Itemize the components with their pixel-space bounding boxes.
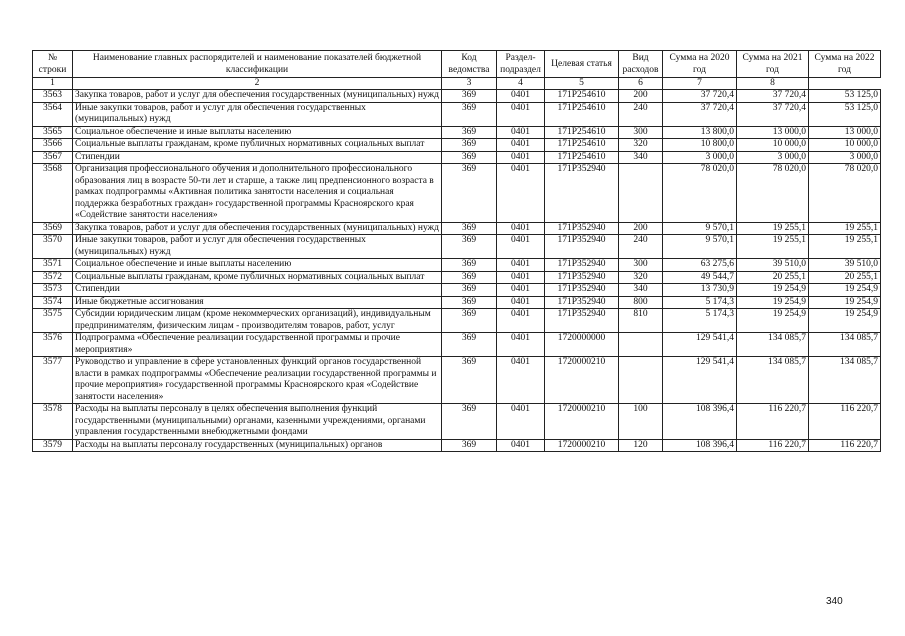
row-target-article: 171Р352940: [545, 271, 619, 284]
row-sum-2020: 5 174,3: [663, 296, 737, 309]
row-name: Закупка товаров, работ и услуг для обеспечения государственных (муниципальных) нужд: [73, 90, 442, 103]
row-sum-2022: 19 254,9: [809, 284, 881, 297]
row-target-article: 171Р254610: [545, 90, 619, 103]
column-number: 2: [73, 78, 442, 90]
row-expense-type: 100: [619, 404, 663, 440]
row-department-code: 369: [442, 357, 497, 404]
row-name: Закупка товаров, работ и услуг для обеспечения государственных (муниципальных) нужд: [73, 222, 442, 235]
row-sum-2022: 39 510,0: [809, 259, 881, 272]
row-sum-2020: 37 720,4: [663, 90, 737, 103]
row-sum-2020: 10 800,0: [663, 139, 737, 152]
row-number: 3571: [33, 259, 73, 272]
row-number: 3577: [33, 357, 73, 404]
row-department-code: 369: [442, 309, 497, 333]
row-expense-type: 320: [619, 139, 663, 152]
header-target-article: Целевая статья: [545, 51, 619, 78]
row-section: 0401: [497, 271, 545, 284]
row-section: 0401: [497, 259, 545, 272]
row-target-article: 1720000000: [545, 333, 619, 357]
row-sum-2022: 78 020,0: [809, 164, 881, 223]
row-expense-type: 240: [619, 102, 663, 126]
row-section: 0401: [497, 151, 545, 164]
table-row: [33, 102, 881, 126]
row-sum-2021: 134 085,7: [737, 357, 809, 404]
row-department-code: 369: [442, 296, 497, 309]
header-sum-2021: Сумма на 2021 год: [737, 51, 809, 78]
row-number: 3567: [33, 151, 73, 164]
row-department-code: 369: [442, 102, 497, 126]
row-sum-2020: 9 570,1: [663, 222, 737, 235]
row-sum-2022: 19 254,9: [809, 296, 881, 309]
header-sum-2020: Сумма на 2020 год: [663, 51, 737, 78]
row-sum-2021: 13 000,0: [737, 126, 809, 139]
row-sum-2020: 13 730,9: [663, 284, 737, 297]
row-section: 0401: [497, 404, 545, 440]
column-number-row: [33, 78, 881, 90]
row-target-article: 171Р352940: [545, 259, 619, 272]
row-department-code: 369: [442, 126, 497, 139]
row-target-article: 171Р352940: [545, 309, 619, 333]
row-sum-2021: 37 720,4: [737, 90, 809, 103]
row-number: 3570: [33, 235, 73, 259]
row-section: 0401: [497, 164, 545, 223]
row-name: Стипендии: [73, 151, 442, 164]
row-name: Иные закупки товаров, работ и услуг для обеспечения государственных (муниципальных) нужд: [73, 235, 442, 259]
row-sum-2021: 3 000,0: [737, 151, 809, 164]
row-expense-type: [619, 357, 663, 404]
row-sum-2020: 108 396,4: [663, 404, 737, 440]
column-number: 5: [545, 78, 619, 90]
row-section: 0401: [497, 126, 545, 139]
column-number: 1: [33, 78, 73, 90]
row-sum-2020: 5 174,3: [663, 309, 737, 333]
row-sum-2022: 19 255,1: [809, 222, 881, 235]
row-sum-2020: 108 396,4: [663, 439, 737, 452]
row-sum-2022: 53 125,0: [809, 90, 881, 103]
row-sum-2020: 129 541,4: [663, 357, 737, 404]
column-number: 3: [442, 78, 497, 90]
table-row: [33, 309, 881, 333]
row-expense-type: 340: [619, 284, 663, 297]
row-number: 3572: [33, 271, 73, 284]
row-section: 0401: [497, 333, 545, 357]
row-section: 0401: [497, 222, 545, 235]
row-name: Социальное обеспечение и иные выплаты населению: [73, 259, 442, 272]
row-number: 3564: [33, 102, 73, 126]
row-sum-2020: 3 000,0: [663, 151, 737, 164]
row-sum-2022: 116 220,7: [809, 404, 881, 440]
row-name: Организация профессионального обучения и дополнительного профессионального образования лиц в возрасте 50-ти лет и старше, а также лиц предпенсионного возраста в рамках подпрограммы «Активная политика занятости населения и социальная поддержка безработных граждан» государственной программы Красноярского края «Содействие занятости населения»: [73, 164, 442, 223]
row-number: 3579: [33, 439, 73, 452]
column-number: 7: [663, 78, 737, 90]
table-body: [33, 90, 881, 452]
table-row: [33, 404, 881, 440]
row-department-code: 369: [442, 164, 497, 223]
row-sum-2022: 134 085,7: [809, 333, 881, 357]
row-expense-type: 340: [619, 151, 663, 164]
row-target-article: 171Р352940: [545, 284, 619, 297]
table-row: [33, 235, 881, 259]
row-number: 3573: [33, 284, 73, 297]
row-sum-2022: 116 220,7: [809, 439, 881, 452]
row-section: 0401: [497, 90, 545, 103]
row-sum-2022: 3 000,0: [809, 151, 881, 164]
row-target-article: 1720000210: [545, 357, 619, 404]
row-sum-2022: 19 255,1: [809, 235, 881, 259]
page-number: 340: [826, 596, 843, 607]
table-row: [33, 126, 881, 139]
row-target-article: 171Р254610: [545, 102, 619, 126]
row-department-code: 369: [442, 439, 497, 452]
column-number: 8: [737, 78, 809, 90]
row-department-code: 369: [442, 259, 497, 272]
row-section: 0401: [497, 296, 545, 309]
row-department-code: 369: [442, 284, 497, 297]
row-department-code: 369: [442, 404, 497, 440]
row-sum-2020: 63 275,6: [663, 259, 737, 272]
table-row: [33, 139, 881, 152]
row-name: Иные закупки товаров, работ и услуг для обеспечения государственных (муниципальных) нужд: [73, 102, 442, 126]
row-expense-type: 200: [619, 222, 663, 235]
row-name: Стипендии: [73, 284, 442, 297]
table-row: [33, 296, 881, 309]
row-sum-2021: 19 255,1: [737, 222, 809, 235]
row-number: 3576: [33, 333, 73, 357]
header-department-code: Код ведомства: [442, 51, 497, 78]
row-number: 3575: [33, 309, 73, 333]
row-name: Социальные выплаты гражданам, кроме публичных нормативных социальных выплат: [73, 139, 442, 152]
header-expense-type: Вид расходов: [619, 51, 663, 78]
row-number: 3565: [33, 126, 73, 139]
row-sum-2020: 13 800,0: [663, 126, 737, 139]
row-section: 0401: [497, 439, 545, 452]
row-expense-type: 240: [619, 235, 663, 259]
row-name: Субсидии юридическим лицам (кроме некоммерческих организаций), индивидуальным предпринимателям, физическим лицам - производителям товаров, работ, услуг: [73, 309, 442, 333]
row-name: Социальное обеспечение и иные выплаты населению: [73, 126, 442, 139]
budget-table: [32, 50, 881, 452]
row-section: 0401: [497, 139, 545, 152]
row-department-code: 369: [442, 271, 497, 284]
row-section: 0401: [497, 235, 545, 259]
row-section: 0401: [497, 102, 545, 126]
row-sum-2022: 53 125,0: [809, 102, 881, 126]
table-row: [33, 90, 881, 103]
row-target-article: 171Р254610: [545, 151, 619, 164]
table-row: [33, 222, 881, 235]
row-sum-2021: 116 220,7: [737, 404, 809, 440]
row-name: Расходы на выплаты персоналу в целях обеспечения выполнения функций государственными (муниципальными) органами, казенными учреждениями, органами управления государственными внебюджетными фондами: [73, 404, 442, 440]
row-expense-type: [619, 333, 663, 357]
row-expense-type: 120: [619, 439, 663, 452]
row-department-code: 369: [442, 90, 497, 103]
row-sum-2021: 19 254,9: [737, 309, 809, 333]
column-number: 4: [497, 78, 545, 90]
row-target-article: 171Р352940: [545, 296, 619, 309]
row-name: Руководство и управление в сфере установленных функций органов государственной власти в рамках подпрограммы «Обеспечение реализации государственной программы и прочие мероприятия» государственной программы Красноярского края «Содействие занятости населения»: [73, 357, 442, 404]
row-name: Подпрограмма «Обеспечение реализации государственной программы и прочие мероприятия»: [73, 333, 442, 357]
row-target-article: 171Р254610: [545, 139, 619, 152]
row-sum-2022: 20 255,1: [809, 271, 881, 284]
row-sum-2021: 37 720,4: [737, 102, 809, 126]
row-expense-type: 300: [619, 126, 663, 139]
table-row: [33, 439, 881, 452]
row-department-code: 369: [442, 139, 497, 152]
row-number: 3578: [33, 404, 73, 440]
row-sum-2021: 19 254,9: [737, 296, 809, 309]
row-sum-2021: 19 254,9: [737, 284, 809, 297]
row-section: 0401: [497, 357, 545, 404]
header-row: [33, 51, 881, 78]
row-section: 0401: [497, 284, 545, 297]
row-number: 3569: [33, 222, 73, 235]
row-sum-2021: 10 000,0: [737, 139, 809, 152]
row-target-article: 171Р352940: [545, 164, 619, 223]
row-sum-2021: 134 085,7: [737, 333, 809, 357]
table-row: [33, 271, 881, 284]
row-sum-2021: 78 020,0: [737, 164, 809, 223]
table-row: [33, 164, 881, 223]
row-sum-2021: 19 255,1: [737, 235, 809, 259]
row-target-article: 1720000210: [545, 439, 619, 452]
row-sum-2021: 20 255,1: [737, 271, 809, 284]
row-expense-type: 800: [619, 296, 663, 309]
row-sum-2022: 13 000,0: [809, 126, 881, 139]
row-sum-2022: 19 254,9: [809, 309, 881, 333]
row-sum-2020: 9 570,1: [663, 235, 737, 259]
table-row: [33, 259, 881, 272]
row-target-article: 1720000210: [545, 404, 619, 440]
row-expense-type: 810: [619, 309, 663, 333]
header-sum-2022: Сумма на 2022 год: [809, 51, 881, 78]
row-number: 3566: [33, 139, 73, 152]
row-name: Социальные выплаты гражданам, кроме публичных нормативных социальных выплат: [73, 271, 442, 284]
row-number: 3574: [33, 296, 73, 309]
header-name: Наименование главных распорядителей и наименование показателей бюджетной классификации: [73, 51, 442, 78]
row-sum-2021: 116 220,7: [737, 439, 809, 452]
row-sum-2020: 37 720,4: [663, 102, 737, 126]
row-sum-2020: 49 544,7: [663, 271, 737, 284]
row-number: 3568: [33, 164, 73, 223]
row-department-code: 369: [442, 151, 497, 164]
row-number: 3563: [33, 90, 73, 103]
row-name: Иные бюджетные ассигнования: [73, 296, 442, 309]
row-sum-2020: 78 020,0: [663, 164, 737, 223]
table-row: [33, 284, 881, 297]
row-target-article: 171Р352940: [545, 235, 619, 259]
row-department-code: 369: [442, 222, 497, 235]
row-sum-2021: 39 510,0: [737, 259, 809, 272]
row-expense-type: [619, 164, 663, 223]
row-sum-2022: 134 085,7: [809, 357, 881, 404]
header-row-number: № строки: [33, 51, 73, 78]
row-sum-2020: 129 541,4: [663, 333, 737, 357]
table-row: [33, 333, 881, 357]
row-name: Расходы на выплаты персоналу государственных (муниципальных) органов: [73, 439, 442, 452]
row-expense-type: 300: [619, 259, 663, 272]
row-department-code: 369: [442, 235, 497, 259]
column-number: 6: [619, 78, 663, 90]
row-target-article: 171Р352940: [545, 222, 619, 235]
row-section: 0401: [497, 309, 545, 333]
row-department-code: 369: [442, 333, 497, 357]
row-target-article: 171Р254610: [545, 126, 619, 139]
row-expense-type: 200: [619, 90, 663, 103]
table-row: [33, 151, 881, 164]
row-expense-type: 320: [619, 271, 663, 284]
header-section: Раздел-подраздел: [497, 51, 545, 78]
row-sum-2022: 10 000,0: [809, 139, 881, 152]
table-row: [33, 357, 881, 404]
